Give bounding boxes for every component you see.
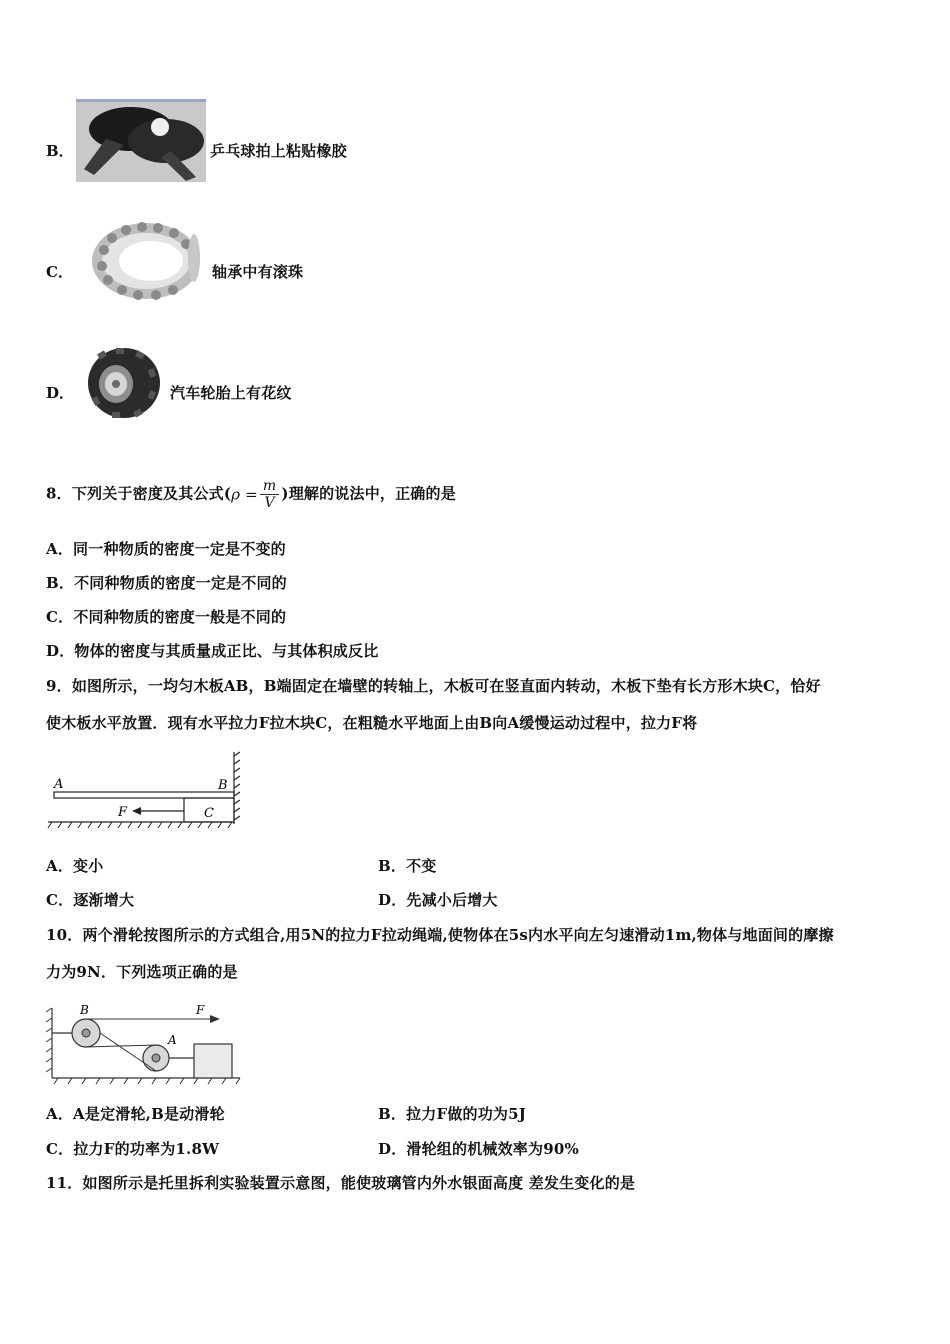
option-label-d: D． bbox=[46, 384, 75, 402]
option-text-d: 汽车轮胎上有花纹 bbox=[170, 384, 292, 402]
pulley-diagram bbox=[44, 1000, 244, 1086]
question-9-option-d: D．先减小后增大 bbox=[378, 891, 498, 909]
board-block-diagram bbox=[46, 750, 240, 832]
figure-label-f: F bbox=[118, 805, 128, 820]
question-8-stem bbox=[46, 478, 456, 511]
formula-denominator: V bbox=[264, 495, 275, 511]
option-label-b: B． bbox=[46, 142, 74, 160]
question-10-option-a: A．A是定滑轮,B是动滑轮 bbox=[46, 1105, 225, 1123]
ping-pong-paddle-image bbox=[76, 99, 206, 182]
question-8-option-d: D．物体的密度与其质量成正比、与其体积成反比 bbox=[46, 642, 379, 660]
pulley-label-b: B bbox=[80, 1003, 89, 1017]
question-11-line-1: 11．如图所示是托里拆利实验装置示意图，能使玻璃管内外水银面高度 差发生变化的是 bbox=[46, 1174, 636, 1192]
question-9-line-1: 9．如图所示，一均匀木板AB，B端固定在墙壁的转轴上，木板可在竖直面内转动，木板下垫有长方形木块C，恰好 bbox=[46, 677, 821, 695]
option-text-b: 乒乓球拍上粘贴橡胶 bbox=[210, 142, 347, 160]
question-8-stem-before: 8．下列关于密度及其公式( bbox=[46, 484, 232, 503]
question-9-option-b: B．不变 bbox=[378, 857, 437, 875]
question-8-option-c: C．不同种物质的密度一般是不同的 bbox=[46, 608, 287, 626]
question-10-option-b: B．拉力F做的功为5J bbox=[378, 1105, 527, 1123]
ball-bearing-image bbox=[76, 220, 206, 302]
formula-numerator: m bbox=[260, 478, 279, 495]
figure-label-c: C bbox=[204, 806, 214, 821]
option-label-c: C． bbox=[46, 263, 73, 281]
question-10-option-d: D．滑轮组的机械效率为90% bbox=[378, 1140, 579, 1158]
formula-lhs: ρ = bbox=[231, 485, 258, 504]
question-8-stem-after: )理解的说法中，正确的是 bbox=[281, 484, 456, 503]
question-10-line-2: 力为9N．下列选项正确的是 bbox=[46, 963, 238, 981]
pulley-label-a: A bbox=[168, 1033, 177, 1047]
tire-tread-image bbox=[82, 346, 162, 421]
question-9-option-c: C．逐渐增大 bbox=[46, 891, 135, 909]
question-10-line-1: 10．两个滑轮按图所示的方式组合,用5N的拉力F拉动绳端,使物体在5s内水平向左匀速滑动1m,物体与地面间的摩擦 bbox=[46, 926, 834, 944]
density-formula bbox=[260, 478, 279, 511]
figure-label-a: A bbox=[54, 777, 64, 792]
question-9-line-2: 使木板水平放置．现有水平拉力F拉木块C，在粗糙水平地面上由B向A缓慢运动过程中，拉力F将 bbox=[46, 714, 698, 732]
option-text-c: 轴承中有滚珠 bbox=[212, 263, 304, 281]
figure-label-b: B bbox=[218, 778, 228, 793]
question-8-option-b: B．不同种物质的密度一定是不同的 bbox=[46, 574, 287, 592]
question-9-option-a: A．变小 bbox=[46, 857, 104, 875]
pulley-label-f: F bbox=[196, 1003, 205, 1017]
question-8-option-a: A．同一种物质的密度一定是不变的 bbox=[46, 540, 286, 558]
question-10-option-c: C．拉力F的功率为1.8W bbox=[46, 1140, 220, 1158]
